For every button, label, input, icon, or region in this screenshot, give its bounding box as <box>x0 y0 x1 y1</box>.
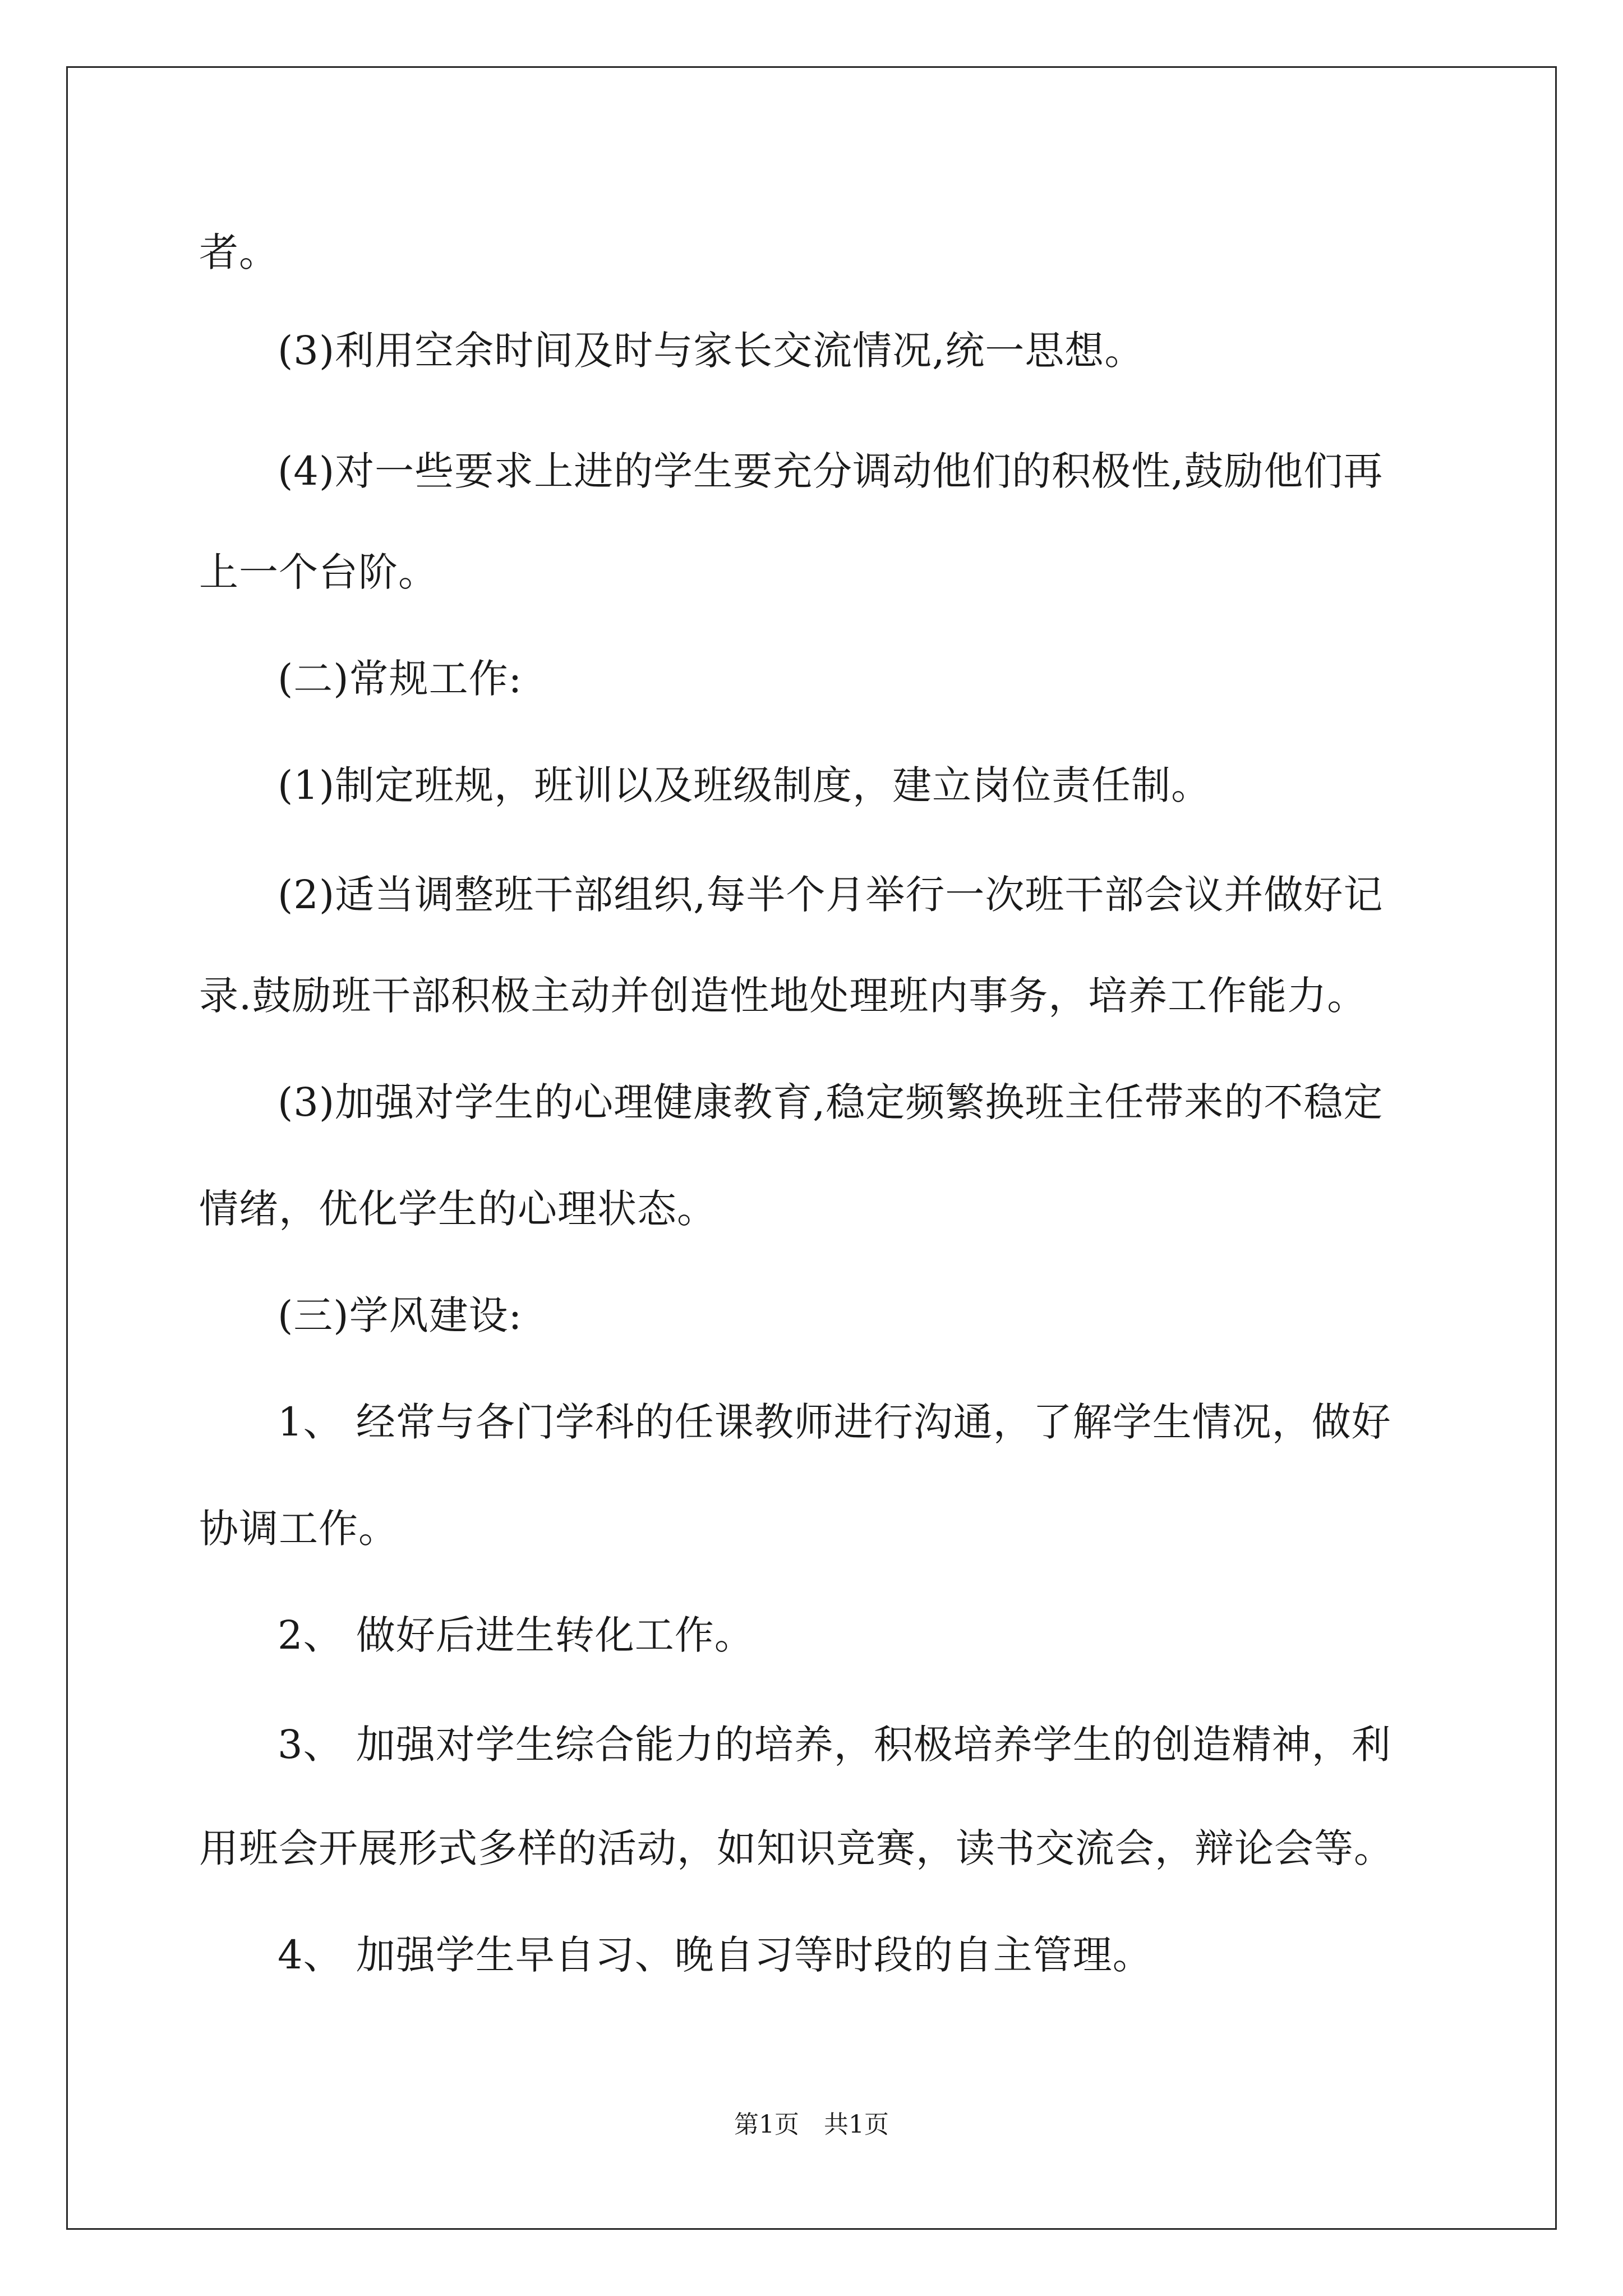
text-line: (2)适当调整班干部组织,每半个月举行一次班干部会议并做好记 <box>278 872 1384 918</box>
text-line: (1)制定班规，班训以及班级制度，建立岗位责任制。 <box>278 762 1211 808</box>
text-line: 4、 加强学生早自习、晚自习等时段的自主管理。 <box>278 1932 1152 1978</box>
text-line: 3、 加强对学生综合能力的培养，积极培养学生的创造精神，利 <box>278 1722 1391 1768</box>
text-line: (3)利用空余时间及时与家长交流情况,统一思想。 <box>278 328 1145 374</box>
text-line: 1、 经常与各门学科的任课教师进行沟通，了解学生情况，做好 <box>278 1399 1391 1445</box>
text-line: 2、 做好后进生转化工作。 <box>278 1612 754 1658</box>
text-line: (4)对一些要求上进的学生要充分调动他们的积极性,鼓励他们再 <box>278 448 1384 494</box>
text-line: 录.鼓励班干部积极主动并创造性地处理班内事务，培养工作能力。 <box>199 973 1367 1019</box>
section-heading: (二)常规工作: <box>278 656 523 702</box>
text-line: 协调工作。 <box>199 1506 398 1552</box>
page-border <box>66 66 1557 2230</box>
text-line: (3)加强对学生的心理健康教育,稳定频繁换班主任带来的不稳定 <box>278 1079 1384 1125</box>
text-line: 者。 <box>199 229 279 275</box>
text-line: 上一个台阶。 <box>199 549 438 595</box>
section-heading: (三)学风建设: <box>278 1292 523 1338</box>
page-footer: 第1页 共1页 <box>734 2110 889 2139</box>
text-line: 用班会开展形式多样的活动，如知识竞赛，读书交流会，辩论会等。 <box>199 1825 1394 1871</box>
text-line: 情绪，优化学生的心理状态。 <box>199 1186 717 1232</box>
